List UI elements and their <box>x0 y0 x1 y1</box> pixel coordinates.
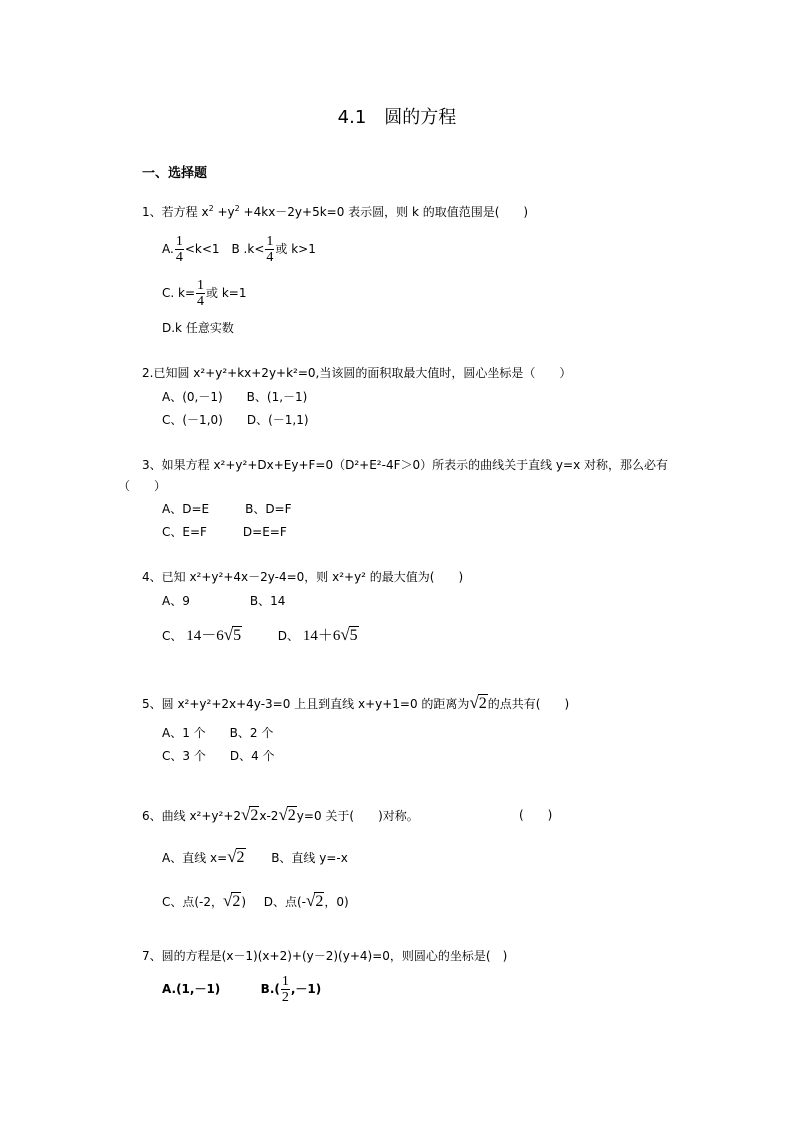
sqrt-symbol: √5 <box>340 625 358 644</box>
question-4-stem: 4、已知 x²+y²+4x－2y-4=0，则 x²+y² 的最大值为( ) <box>142 570 464 584</box>
question-5-option-ab: A、1 个 B、2 个 <box>162 726 274 740</box>
question-1-option-d: D.k 任意实数 <box>162 321 234 335</box>
question-3-paren: （ ） <box>118 479 167 493</box>
sqrt-symbol: √2 <box>227 847 245 866</box>
page-title: 4.1 圆的方程 <box>337 107 457 128</box>
question-3-option-cd: C、E=F D=E=F <box>162 525 287 539</box>
sqrt-symbol: √5 <box>223 625 242 644</box>
question-2-option-cd: C、(－1,0) D、(－1,1) <box>162 413 309 427</box>
sqrt-symbol: √2 <box>278 805 296 824</box>
question-1-stem: 1、若方程 $x^2 +y^2 +4kx-2y+5k=0$ 表示圆，则 k 的取值范围是( ) <box>142 204 529 219</box>
sqrt-symbol: √2 <box>241 805 259 824</box>
question-7-options: A.(1,－1) B.( $\frac{1}{2}$ ,－1) <box>162 974 322 1005</box>
question-6-stem: 6、曲线 x²+y²+2√2x-2√2y=0 关于( )对称。 <box>142 805 419 824</box>
question-4-option-cd: C、 14－6√5 D、 14＋6√5 <box>162 625 358 644</box>
fraction: $\frac{1}{2}$ <box>281 974 289 1005</box>
fraction: $\frac{1}{4}$ <box>197 278 205 309</box>
question-3-option-ab: A、D=E B、D=F <box>162 502 292 516</box>
sqrt-symbol: √2 <box>305 891 324 910</box>
question-1-option-c: C. k= $\frac{1}{4}$ 或 k=1 <box>162 278 247 309</box>
sqrt-symbol: √2 <box>469 693 487 712</box>
sqrt-symbol: √2 <box>223 891 241 910</box>
question-5-option-cd: C、3 个 D、4 个 <box>162 749 275 763</box>
question-2-stem: 2.已知圆 x²+y²+kx+2y+k²=0,当该圆的面积取最大值时，圆心坐标是（ ） <box>142 366 572 380</box>
fraction: $\frac{1}{4}$ <box>266 234 274 265</box>
question-3-stem: 3、如果方程 x²+y²+Dx+Ey+F=0（D²+E²-4F＞0）所表示的曲线关于直线 y=x 对称，那么必有 <box>142 458 668 472</box>
question-6-option-cd: C、点(-2，√2) D、点(-√2，0) <box>162 891 349 910</box>
question-4-option-ab: A、9 B、14 <box>162 594 286 608</box>
question-6-answer-paren: ( ) <box>519 808 553 822</box>
question-1-option-ab: A. $\frac{1}{4}$ <k<1 B .k< $\frac{1}{4}$ 或 k>1 <box>162 234 316 265</box>
question-5-stem: 5、圆 x²+y²+2x+4y-3=0 上且到直线 x+y+1=0 的距离为√2的点共有( ) <box>142 693 570 712</box>
question-7-stem: 7、圆的方程是(x－1)(x+2)+(y－2)(y+4)=0，则圆心的坐标是( ) <box>142 949 508 963</box>
section-heading: 一、选择题 <box>142 166 208 181</box>
question-6-option-ab: A、直线 x=√2 B、直线 y=-x <box>162 847 348 866</box>
question-2-option-ab: A、(0,－1) B、(1,－1) <box>162 390 308 404</box>
fraction: $\frac{1}{4}$ <box>175 234 183 265</box>
